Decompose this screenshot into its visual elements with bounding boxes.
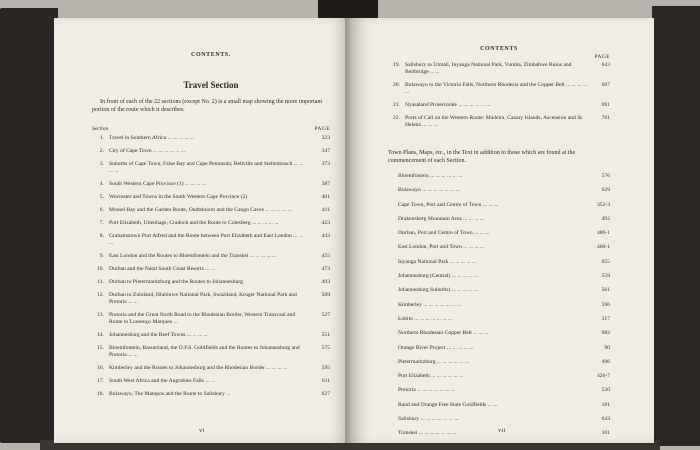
entry-number: 22. bbox=[393, 115, 400, 121]
section-intro: In front of each of the 22 sections (except No. 2) is a small map showing the more important portion of the route which it describes. bbox=[92, 99, 323, 113]
entry-page: 323 bbox=[321, 135, 330, 141]
entry-title: Port Elizabeth, Uitenhage, Cradock and the Route to Colesberg ... ... ... ... ... bbox=[109, 220, 279, 226]
contents-entry bbox=[92, 365, 330, 372]
entry-title: Mossel Bay and the Garden Route, Oudtshoorn and the Cango Caves ... ... ... ... ... bbox=[109, 207, 292, 213]
contents-entry bbox=[92, 181, 330, 188]
entry-page: 691 bbox=[601, 102, 610, 108]
plan-name: Pretoria ... ... ... ... ... ... ... bbox=[398, 387, 455, 394]
plan-name: Kimberley ... ... ... ... ... ... ... bbox=[398, 301, 462, 308]
entry-page: 401 bbox=[321, 194, 330, 200]
plan-name: Lobito ... ... ... ... ... ... ... bbox=[398, 315, 453, 322]
contents-entry bbox=[92, 279, 330, 286]
entry-page: 373 bbox=[321, 161, 330, 167]
contents-entry bbox=[92, 378, 330, 385]
entry-number: 16. bbox=[97, 365, 104, 371]
entry-number: 7. bbox=[99, 220, 104, 226]
plan-entry bbox=[388, 416, 610, 423]
plan-page: 496 bbox=[601, 358, 610, 365]
plan-page: 682 bbox=[601, 330, 610, 337]
entry-number: 19. bbox=[393, 62, 400, 68]
entry-number: 15. bbox=[97, 345, 104, 351]
plan-name: Durban, Port and Centre of Town ... ... ... bbox=[398, 230, 490, 237]
plan-page: 426-7 bbox=[596, 373, 610, 380]
entry-title: Johannesburg and the Reef Towns ... ... ... ... bbox=[109, 332, 208, 338]
col-section-label: Section bbox=[92, 126, 109, 132]
entry-number: 11. bbox=[97, 279, 104, 285]
plan-entry bbox=[388, 359, 610, 366]
plans-intro: Town Plans, Maps, etc., in the Text in addition to those which are found at the commencement of each Section. bbox=[388, 150, 576, 164]
right-page bbox=[350, 18, 654, 443]
plan-entry bbox=[388, 259, 610, 266]
contents-entry bbox=[388, 82, 610, 96]
plan-name: Port Elizabeth ... ... ... ... ... ... bbox=[398, 373, 464, 380]
entry-title: East London and the Routes to Bloemfontein and the Transkei ... ... ... ... ... bbox=[109, 253, 277, 259]
entry-page: 643 bbox=[601, 62, 610, 68]
entry-title: Travel in Southern Africa ... ... ... ... ... bbox=[109, 135, 195, 141]
contents-entry bbox=[92, 135, 330, 142]
plan-entry bbox=[388, 173, 610, 180]
plan-entry bbox=[388, 345, 610, 352]
contents-entry bbox=[388, 115, 610, 129]
entry-page: 443 bbox=[321, 233, 330, 239]
entry-number: 4. bbox=[99, 181, 104, 187]
entry-number: 20. bbox=[393, 82, 400, 88]
plan-name: Orange River Project ... ... ... ... ... bbox=[398, 344, 474, 351]
plan-page: 101 bbox=[601, 430, 610, 437]
contents-entry bbox=[92, 253, 330, 260]
plan-name: Rand and Orange Free State Goldfields ... ... bbox=[398, 401, 498, 408]
entry-number: 9. bbox=[99, 253, 104, 259]
column-headers bbox=[92, 126, 330, 132]
entry-page: 411 bbox=[321, 207, 330, 213]
running-head: CONTENTS. bbox=[191, 52, 231, 58]
entry-page: 611 bbox=[321, 378, 330, 384]
plan-name: Drakensberg Mountain Area ... ... ... ... bbox=[398, 215, 484, 222]
plan-name: Bulawayo ... ... ... ... ... ... ... bbox=[398, 187, 460, 194]
entry-title: Durban and the Natal South Coast Resorts ... ... bbox=[109, 266, 215, 272]
col-page-label: PAGE bbox=[314, 126, 330, 132]
entry-number: 6. bbox=[99, 207, 104, 213]
contents-entry bbox=[388, 62, 610, 76]
entry-title: Kimberley and the Routes to Johannesburg and the Rhodesian Border ... ... ... ... bbox=[109, 365, 288, 371]
entry-title: South Western Cape Province (1) ... ... ... ... bbox=[109, 181, 207, 187]
entry-page: 455 bbox=[321, 253, 330, 259]
plan-entry bbox=[388, 402, 610, 409]
entry-number: 14. bbox=[97, 332, 104, 338]
plan-page: 643 bbox=[601, 416, 610, 423]
entry-page: 595 bbox=[321, 365, 330, 371]
contents-entry bbox=[92, 220, 330, 227]
section-title: Travel Section bbox=[183, 80, 239, 90]
plan-page: 480-1 bbox=[596, 230, 610, 237]
plan-page: 561 bbox=[601, 287, 610, 294]
entry-title: Durban to Zululand, Hluhluwe National Park, Swaziland, Kruger National Park and Pretoria ... ... bbox=[109, 292, 297, 305]
contents-entry bbox=[92, 312, 330, 326]
entry-title: Nyasaland Protectorate ... ... ... ... ... ... bbox=[405, 102, 491, 108]
contents-entry bbox=[92, 207, 330, 214]
plan-entry bbox=[388, 202, 610, 209]
left-page bbox=[54, 18, 350, 443]
entry-title: Worcester and Towns in the South Western Cape Province (2) bbox=[109, 194, 248, 200]
book-cover-left bbox=[0, 8, 58, 443]
contents-entry bbox=[92, 233, 330, 247]
plan-entry bbox=[388, 230, 610, 237]
entry-title: Bulawayo to the Victoria Falls, Northern Rhodesia and the Copper Belt ... ... ... ... ... bbox=[405, 82, 588, 95]
entry-page: 701 bbox=[601, 115, 610, 121]
plan-name: Northern Rhodesian Copper Belt ... ... ... bbox=[398, 330, 489, 337]
entry-title: Suburbs of Cape Town, False Bay and Cape Peninsula; Bellville and Stellenbosch ... ... ... ... bbox=[109, 161, 304, 174]
entry-number: 2. bbox=[99, 148, 104, 154]
entry-title: Ports of Call on the Western Route: Madeira, Canary Islands, Ascension and St. Helena ... ... ... bbox=[405, 115, 584, 128]
plan-name: Pietermaritzburg ... ... ... ... ... ... bbox=[398, 358, 470, 365]
plan-page: 629 bbox=[601, 187, 610, 194]
contents-entry bbox=[92, 194, 330, 201]
entry-page: 509 bbox=[321, 292, 330, 298]
contents-entry bbox=[388, 102, 610, 109]
plan-name: Johannesburg (Central) ... ... ... ... ... bbox=[398, 273, 479, 280]
entry-title: City of Cape Town ... ... ... ... ... ... bbox=[109, 148, 186, 154]
plan-page: 492 bbox=[601, 215, 610, 222]
entry-page: 667 bbox=[601, 82, 610, 88]
plan-page: 352-3 bbox=[596, 201, 610, 208]
contents-list bbox=[92, 135, 330, 398]
plan-entry bbox=[388, 216, 610, 223]
entry-number: 21. bbox=[393, 102, 400, 108]
entry-number: 12. bbox=[97, 292, 104, 298]
entry-title: Grahamstown Port Alfred and the Route between Port Elizabeth and East London ... ... ... bbox=[109, 233, 304, 246]
plan-page: 655 bbox=[601, 258, 610, 265]
plan-page: 317 bbox=[601, 315, 610, 322]
plan-entry bbox=[388, 287, 610, 294]
plan-name: Inyanga National Park ... ... ... ... ... bbox=[398, 258, 477, 265]
entry-number: 17. bbox=[97, 378, 104, 384]
entry-title: Salisbury to Umtali, Inyanga National Park, Vumba, Zimbabwe Ruins and Beitbridge ... ... bbox=[405, 62, 572, 75]
book-cover-right bbox=[652, 6, 700, 446]
contents-entry bbox=[92, 161, 330, 175]
entry-page: 551 bbox=[321, 332, 330, 338]
contents-entry bbox=[92, 266, 330, 273]
entry-number: 18. bbox=[97, 391, 104, 397]
plan-entry bbox=[388, 302, 610, 309]
contents-entry bbox=[92, 345, 330, 359]
contents-entry bbox=[92, 148, 330, 155]
plans-list bbox=[388, 173, 610, 437]
entry-page: 473 bbox=[321, 266, 330, 272]
plan-page: 596 bbox=[601, 301, 610, 308]
contents-entry bbox=[92, 292, 330, 306]
col-page-label: PAGE bbox=[594, 54, 610, 60]
entry-page: 387 bbox=[321, 181, 330, 187]
entry-number: 8. bbox=[99, 233, 104, 239]
entry-number: 13. bbox=[97, 312, 104, 318]
plan-entry bbox=[388, 387, 610, 394]
plan-entry bbox=[388, 244, 610, 251]
plan-entry bbox=[388, 273, 610, 280]
entry-title: Bloemfontein, Basutoland, the O.F.S. Goldfields and the Routes to Johannesburg and Pretoria ... ... bbox=[109, 345, 300, 358]
page-folio: vii bbox=[498, 428, 506, 434]
entry-title: Bulawayo, The Matopos and the Route to Salisbury ... bbox=[109, 391, 231, 397]
plan-entry bbox=[388, 187, 610, 194]
entry-number: 1. bbox=[99, 135, 104, 141]
entry-page: 423 bbox=[321, 220, 330, 226]
entry-page: 493 bbox=[321, 279, 330, 285]
plan-name: Salisbury ... ... ... ... ... ... ... bbox=[398, 416, 459, 423]
entry-title: South West Africa and the Augrabies Falls ... ... bbox=[109, 378, 216, 384]
plan-name: East London, Port and Town ... ... ... ... bbox=[398, 244, 485, 251]
plan-entry bbox=[388, 316, 610, 323]
plan-page: 576 bbox=[601, 173, 610, 179]
plan-name: Transkei ... ... ... ... ... ... ... bbox=[398, 430, 457, 437]
contents-entry bbox=[92, 332, 330, 339]
entry-title: Durban to Pietermaritzburg and the Routes to Johannesburg bbox=[109, 279, 243, 285]
plan-page: 181 bbox=[601, 401, 610, 408]
plan-name: Cape Town, Port and Centre of Town ... ... ... bbox=[398, 201, 499, 208]
entry-number: 10. bbox=[97, 266, 104, 272]
plan-name: Johannesburg Suburbs) ... ... ... ... ... bbox=[398, 287, 479, 294]
plan-entry bbox=[388, 373, 610, 380]
plan-page: 559 bbox=[601, 273, 610, 280]
entry-page: 627 bbox=[321, 391, 330, 397]
entry-title: Pretoria and the Great North Road to the Rhodesian Border, Western Transvaal and Route to Lourenço Marques ... bbox=[109, 312, 296, 325]
page-folio: vi bbox=[199, 428, 205, 434]
running-head: CONTENTS bbox=[480, 46, 518, 52]
plan-page: 90 bbox=[604, 344, 610, 351]
plan-entry bbox=[388, 330, 610, 337]
entry-page: 347 bbox=[321, 148, 330, 154]
contents-entry bbox=[92, 391, 330, 398]
entry-number: 3. bbox=[99, 161, 104, 167]
plan-page: 530 bbox=[601, 387, 610, 394]
entry-number: 5. bbox=[99, 194, 104, 200]
contents-list bbox=[388, 62, 610, 129]
entry-page: 527 bbox=[321, 312, 330, 318]
plan-page: 460-1 bbox=[596, 244, 610, 251]
plan-name: Bloemfontein ... ... ... ... ... ... bbox=[398, 173, 463, 179]
entry-page: 575 bbox=[321, 345, 330, 351]
